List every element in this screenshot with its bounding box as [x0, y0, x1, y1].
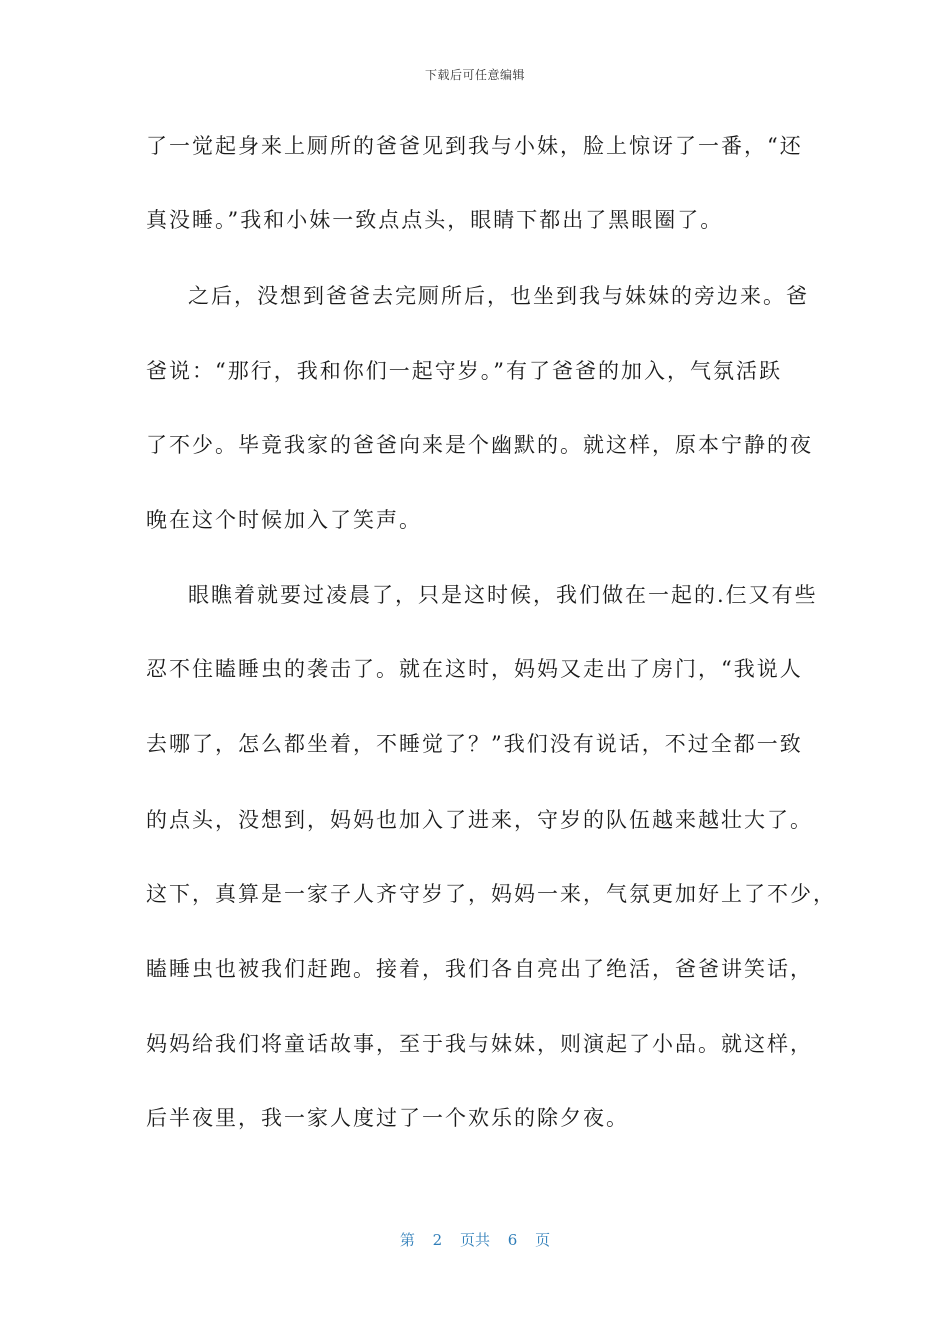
text-line: 真没睡。”我和小妹一致点点头，眼睛下都出了黑眼圈了。	[146, 208, 724, 232]
page-header: 下载后可任意编辑	[424, 68, 525, 82]
text-line: 的点头，没想到，妈妈也加入了进来，守岁的队伍越来越壮大了。	[146, 808, 813, 832]
paragraph-start-line: 之后，没想到爸爸去完厕所后，也坐到我与妹妹的旁边来。爸	[188, 284, 809, 308]
text-line: 妈妈给我们将童话故事，至于我与妹妹，则演起了小品。就这样，	[146, 1032, 813, 1056]
text-line: 忍不住瞌睡虫的袭击了。就在这时，妈妈又走出了房门，“我说人	[146, 657, 803, 681]
text-line: 瞌睡虫也被我们赶跑。接着，我们各自亮出了绝活，爸爸讲笑话，	[146, 957, 813, 981]
text-line: 后半夜里，我一家人度过了一个欢乐的除夕夜。	[146, 1106, 629, 1130]
text-line: 这下，真算是一家子人齐守岁了，妈妈一来，气氛更加好上了不少，	[146, 882, 836, 906]
text-line: 爸说：“那行，我和你们一起守岁。”有了爸爸的加入，气氛活跃	[146, 359, 782, 383]
footer-prefix: 第	[399, 1231, 415, 1249]
text-line: 了不少。毕竟我家的爸爸向来是个幽默的。就这样，原本宁静的夜	[146, 433, 813, 457]
text-line: 了一觉起身来上厕所的爸爸见到我与小妹，脸上惊讶了一番，“还	[146, 134, 803, 158]
text-line: 去哪了，怎么都坐着，不睡觉了？”我们没有说话，不过全都一致	[146, 732, 803, 756]
total-pages-number: 6	[507, 1231, 518, 1249]
footer-suffix: 页	[535, 1231, 551, 1249]
footer-middle: 页共	[459, 1231, 490, 1249]
paragraph-start-line: 眼瞧着就要过凌晨了，只是这时候，我们做在一起的.仨又有些	[188, 583, 818, 607]
page-footer	[0, 1229, 950, 1250]
current-page-number: 2	[432, 1231, 443, 1249]
text-line: 晚在这个时候加入了笑声。	[146, 508, 422, 532]
